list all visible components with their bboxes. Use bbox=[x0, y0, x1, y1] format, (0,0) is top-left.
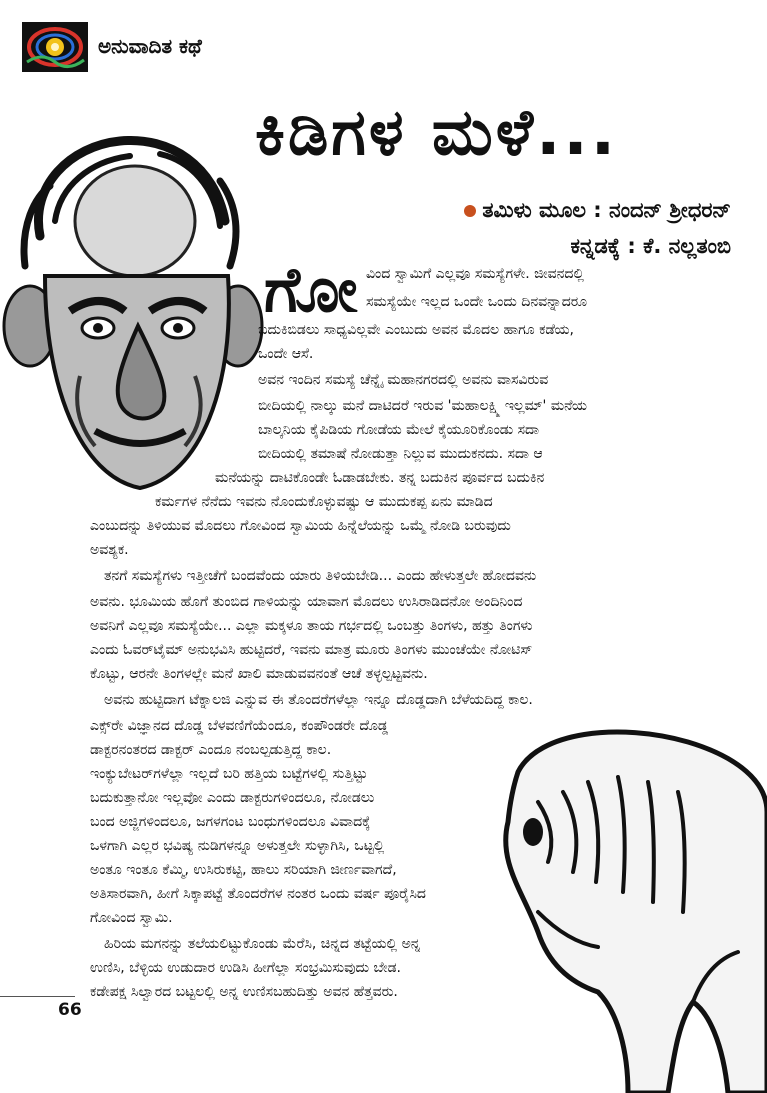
dog-illustration bbox=[478, 712, 767, 1093]
body-line: ಅತಿಸಾರವಾಗಿ, ಹೀಗೆ ಸಿಕ್ಕಾಪಟ್ಟೆ ತೊಂದರೆಗಳ ನಂತರ ಒಂದು ವರ್ಷ ಪೂರೈಸಿದ bbox=[90, 886, 426, 902]
drop-cap: ಗೋ bbox=[264, 253, 358, 326]
body-line: ತನಗೆ ಸಮಸ್ಯೆಗಳು ಇತ್ತೀಚೆಗೆ ಬಂದವೆಂದು ಯಾರು ತಿಳಿಯಬೇಡಿ... ಎಂದು ಹೇಳುತ್ತಲೇ ಹೋದವನು bbox=[104, 568, 537, 584]
body-line: ಇಂಕ್ಯುಬೇಟರ್‌ಗಳೆಲ್ಲಾ ಇಲ್ಲದೆ ಬರಿ ಹತ್ತಿಯ ಬಟ್ಟೆಗಳಲ್ಲಿ ಸುತ್ತಿಟ್ಟು bbox=[90, 766, 368, 782]
body-line: ಕೊಟ್ಟು, ಆರನೇ ತಿಂಗಳಲ್ಲೇ ಮನೆ ಖಾಲಿ ಮಾಡುವವನಂತೆ ಆಚೆ ತಳ್ಳಲ್ಪಟ್ಟವನು. bbox=[90, 666, 428, 682]
body-line: ಎಂಬುದನ್ನು ತಿಳಿಯುವ ಮೊದಲು ಗೋವಿಂದ ಸ್ವಾಮಿಯ ಹಿನ್ನೆಲೆಯನ್ನು ಒಮ್ಮೆ ನೋಡಿ ಬರುವುದು bbox=[90, 518, 511, 534]
story-credits bbox=[464, 192, 731, 264]
credit-original-text: ತಮಿಳು ಮೂಲ : ನಂದನ್ ಶ್ರೀಧರನ್ bbox=[482, 198, 731, 222]
section-label: ಅನುವಾದಿತ ಕಥೆ bbox=[98, 34, 202, 58]
credit-translation: ಕನ್ನಡಕ್ಕೆ : ಕೆ. ನಲ್ಲತಂಬಿ bbox=[570, 234, 731, 258]
body-line: ಒಳಗಾಗಿ ಎಲ್ಲರ ಭವಿಷ್ಯ ನುಡಿಗಳನ್ನೂ ಅಳುತ್ತಲೇ ಸುಳ್ಳಾಗಿಸಿ, ಒಟ್ಟಲ್ಲಿ bbox=[90, 838, 385, 854]
body-line: ಒಂದೇ ಆಸೆ. bbox=[258, 346, 314, 362]
page-number: 66 bbox=[58, 1000, 82, 1020]
body-line: ಅವನಿಗೆ ಎಲ್ಲವೂ ಸಮಸ್ಯೆಯೇ... ಎಲ್ಲಾ ಮಕ್ಕಳೂ ತಾಯ ಗರ್ಭದಲ್ಲಿ ಒಂಬತ್ತು ತಿಂಗಳು, ಹತ್ತು ತಿಂಗಳು bbox=[90, 618, 533, 634]
page-rule bbox=[0, 996, 75, 997]
body-line: ಮನೆಯನ್ನು ದಾಟಿಕೊಂಡೇ ಓಡಾಡಬೇಕು. ತನ್ನ ಬದುಕಿನ ಪೂರ್ವದ ಬದುಕಿನ bbox=[215, 470, 545, 486]
body-line: ಡಾಕ್ಟರನಂತರದ ಡಾಕ್ಟರ್ ಎಂದೂ ನಂಬಲ್ಪಡುತ್ತಿದ್ದ ಕಾಲ. bbox=[90, 742, 332, 758]
body-line: ಅವನ ಇಂದಿನ ಸಮಸ್ಯೆ ಚೆನ್ನೈ ಮಹಾನಗರದಲ್ಲಿ ಅವನು ವಾಸವಿರುವ bbox=[258, 372, 549, 388]
body-line: ಬಂದ ಅಜ್ಜಿಗಳಿಂದಲೂ, ಜಗಳಗಂಟ ಬಂಧುಗಳಿಂದಲೂ ವಿವಾದಕ್ಕೆ bbox=[90, 814, 371, 830]
body-line: ಎಕ್ಸ್‌ರೇ ವಿಜ್ಞಾನದ ದೊಡ್ಡ ಬೆಳವಣಿಗೆಯೆಂದೂ, ಕಂಪೌಂಡರೇ ದೊಡ್ಡ bbox=[90, 718, 389, 734]
body-line: ಬೀದಿಯಲ್ಲಿ ತಮಾಷೆ ನೋಡುತ್ತಾ ನಿಲ್ಲುವ ಮುದುಕನದು. ಸದಾ ಆ bbox=[258, 446, 543, 462]
old-man-face-illustration bbox=[0, 126, 268, 501]
body-line: ಅವನು. ಭೂಮಿಯ ಹೊಗೆ ತುಂಬಿದ ಗಾಳಿಯನ್ನು ಯಾವಾಗ ಮೊದಲು ಉಸಿರಾಡಿದನೋ ಅಂದಿನಿಂದ bbox=[90, 594, 523, 610]
body-line: ಬದುಕುತ್ತಾನೋ ಇಲ್ಲವೋ ಎಂದು ಡಾಕ್ಟರುಗಳಿಂದಲೂ, ನೋಡಲು bbox=[90, 790, 375, 806]
magazine-logo-icon bbox=[22, 22, 88, 72]
body-line: ಸಮಸ್ಯೆಯೇ ಇಲ್ಲದ ಒಂದೇ ಒಂದು ದಿನವನ್ನಾದರೂ bbox=[366, 294, 588, 310]
body-line: ಅವಶ್ಯಕ. bbox=[90, 542, 129, 558]
body-line: ಬೀದಿಯಲ್ಲಿ ನಾಲ್ಕು ಮನೆ ದಾಟಿದರೆ ಇರುವ 'ಮಹಾಲಕ್ಷ್ಮಿ ಇಲ್ಲಮ್' ಮನೆಯ bbox=[258, 398, 588, 414]
body-line: ಅಂತೂ ಇಂತೂ ಕೆಮ್ಮಿ, ಉಸಿರುಕಟ್ಟಿ, ಹಾಲು ಸರಿಯಾಗಿ ಜೀರ್ಣವಾಗದೆ, bbox=[90, 862, 397, 878]
body-line: ಹಿರಿಯ ಮಗನನ್ನು ತಲೆಯಲಿಟ್ಟುಕೊಂಡು ಮೆರೆಸಿ, ಚಿನ್ನದ ತಟ್ಟೆಯಲ್ಲಿ ಅನ್ನ bbox=[104, 936, 421, 952]
body-line: ಬಾಲ್ಕನಿಯ ಕೈಪಿಡಿಯ ಗೋಡೆಯ ಮೇಲೆ ಕೈಯೂರಿಕೊಂಡು ಸದಾ bbox=[258, 422, 540, 438]
body-line: ಬದುಕಿಬಿಡಲು ಸಾಧ್ಯವಿಲ್ಲವೇ ಎಂಬುದು ಅವನ ಮೊದಲ ಹಾಗೂ ಕಡೆಯ, bbox=[258, 322, 574, 338]
bullet-dot-icon bbox=[464, 205, 476, 217]
body-line: ಎಂದು ಓವರ್‌ಟೈಮ್ ಅನುಭವಿಸಿ ಹುಟ್ಟಿದರೆ, ಇವನು ಮಾತ್ರ ಮೂರು ತಿಂಗಳು ಮುಂಚೆಯೇ ನೋಟಿಸ್ bbox=[90, 642, 533, 658]
body-line: ಕರ್ಮಗಳ ನೆನೆದು ಇವನು ನೊಂದುಕೊಳ್ಳುವಷ್ಟು ಆ ಮುದುಕಪ್ಪ ಏನು ಮಾಡಿದ bbox=[155, 494, 493, 510]
story-title: ಕಿಡಿಗಳ ಮಳೆ... bbox=[255, 96, 619, 170]
body-line: ಅವನು ಹುಟ್ಟಿದಾಗ ಟೆಕ್ನಾಲಜಿ ಎನ್ನುವ ಈ ತೊಂದರೆಗಳೆಲ್ಲಾ ಇನ್ನೂ ದೊಡ್ಡದಾಗಿ ಬೆಳೆಯದಿದ್ದ ಕಾಲ. bbox=[104, 692, 533, 708]
body-line: ಉಣಿಸಿ, ಬೆಳ್ಳಿಯ ಉಡುದಾರ ಉಡಿಸಿ ಹೀಗೆಲ್ಲಾ ಸಂಭ್ರಮಿಸುವುದು ಬೇಡ. bbox=[90, 960, 402, 976]
body-line: ಕಡೇಪಕ್ಷ ಸಿಲ್ವಾರದ ಬಟ್ಟಲಲ್ಲಿ ಅನ್ನ ಉಣಿಸಬಹುದಿತ್ತು ಅವನ ಹೆತ್ತವರು. bbox=[90, 984, 398, 1000]
body-line: ವಿಂದ ಸ್ವಾಮಿಗೆ ಎಲ್ಲವೂ ಸಮಸ್ಯೆಗಳೇ. ಜೀವನದಲ್ಲಿ bbox=[366, 266, 585, 282]
credit-original bbox=[464, 192, 731, 228]
body-line: ಗೋವಿಂದ ಸ್ವಾಮಿ. bbox=[90, 910, 173, 926]
